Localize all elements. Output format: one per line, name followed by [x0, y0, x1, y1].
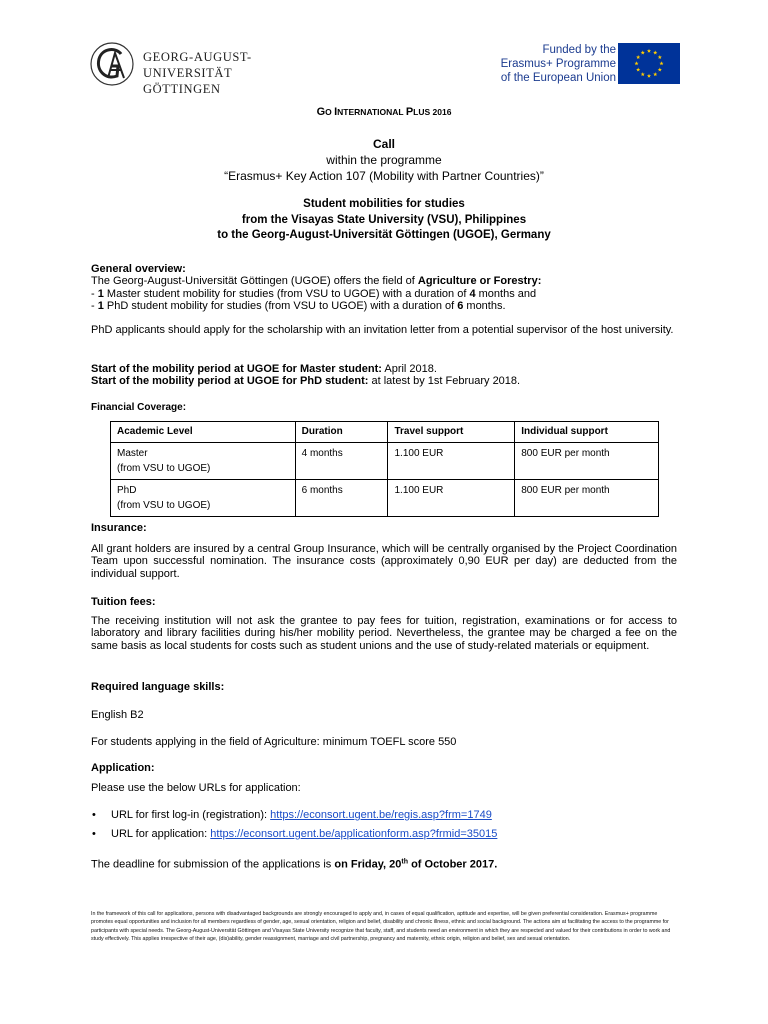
start-master-label: Start of the mobility period at UGOE for Master student:: [91, 363, 382, 375]
level-name: Master: [117, 448, 148, 459]
programme-name-part: LUS 2016: [413, 107, 452, 117]
programme-name-part: O: [325, 107, 335, 117]
overview-phd-line: [91, 300, 677, 312]
university-name-line1: GEORG-AUGUST-UNIVERSITÄT: [143, 50, 252, 80]
funded-line: Erasmus+ Programme: [500, 58, 616, 70]
heading-line: to the Georg-August-Universität Göttingen (UGOE), Germany: [217, 229, 551, 241]
university-seal-icon: [88, 40, 136, 88]
master-duration: 4: [469, 287, 476, 300]
table-row: [111, 480, 659, 517]
phd-suffix: months.: [463, 300, 506, 313]
programme-name-part: P: [405, 106, 414, 118]
programme-name-part: G: [316, 106, 326, 118]
line-prefix: -: [91, 287, 98, 300]
bullet-icon: •: [92, 828, 96, 840]
eu-flag-icon: [618, 43, 680, 84]
table-header-row: [111, 422, 659, 443]
overview-intro-text: The Georg-August-Universität Göttingen (UGOE) offers the field of: [91, 275, 418, 288]
deadline-line: [91, 856, 677, 871]
registration-link[interactable]: https://econsort.ugent.be/regis.asp?frm=1749: [270, 809, 492, 821]
language-level: English B2: [91, 709, 144, 721]
heading-line: Student mobilities for studies: [303, 198, 465, 210]
application-form-link[interactable]: https://econsort.ugent.be/applicationform.asp?frmid=35015: [210, 828, 498, 840]
start-dates: [91, 363, 677, 388]
document-heading: [88, 197, 680, 244]
level-route: (from VSU to UGOE): [117, 463, 211, 474]
column-header: Travel support: [388, 422, 515, 443]
deadline-rest: of October 2017.: [408, 858, 498, 871]
column-header: Individual support: [515, 422, 659, 443]
list-item: [92, 828, 497, 841]
insurance-heading: Insurance:: [91, 522, 147, 534]
start-phd-value: at latest by 1st February 2018.: [368, 375, 521, 388]
list-item: [92, 809, 492, 822]
column-header: Academic Level: [111, 422, 296, 443]
overview-field: Agriculture or Forestry:: [417, 275, 542, 288]
master-suffix: months and: [475, 287, 537, 300]
line-prefix: -: [91, 300, 98, 313]
level-cell: [111, 480, 296, 517]
university-name-line2: GÖTTINGEN: [143, 82, 221, 96]
phd-text: PhD student mobility for studies (from VSU to UGOE) with a duration of: [103, 300, 458, 313]
start-phd-label: Start of the mobility period at UGOE for PhD student:: [91, 375, 369, 388]
financial-table: [110, 421, 659, 517]
language-heading: Required language skills:: [91, 681, 225, 693]
tuition-body: The receiving institution will not ask the grantee to pay fees for tuition, registration, examinations or for access to laboratory and library facilities during his/her mobility period. Nevertheless, the grantee may be charged a fee on the same basis as local students for costs such as student unions and the use of study-related materials or equipment.: [91, 615, 677, 652]
funded-line: of the European Union: [500, 72, 616, 84]
start-master-line: [91, 363, 677, 375]
programme-title: “Erasmus+ Key Action 107 (Mobility with Partner Countries)”: [224, 169, 544, 183]
heading-line: from the Visayas State University (VSU), Philippines: [241, 213, 527, 226]
travel-cell: 1.100 EUR: [388, 480, 515, 517]
application-intro: Please use the below URLs for application:: [91, 782, 301, 794]
master-text: Master student mobility for studies (from VSU to UGOE) with a duration of: [103, 287, 470, 300]
general-overview-section: [91, 263, 677, 313]
programme-name-part: NTERNATIONAL: [337, 107, 406, 117]
level-name: PhD: [117, 485, 137, 496]
individual-cell: 800 EUR per month: [515, 443, 659, 480]
phd-duration: 6: [457, 300, 464, 313]
url1-label: URL for first log-in (registration):: [111, 809, 271, 821]
overview-master-line: [91, 288, 677, 300]
section-heading: General overview:: [91, 263, 186, 275]
deadline-sup: th: [401, 858, 409, 865]
call-title: Call: [372, 137, 395, 151]
start-master-value: April 2018.: [381, 363, 437, 375]
funded-by-text: [466, 43, 616, 85]
overview-intro: [91, 275, 677, 287]
university-logo: [88, 40, 288, 96]
bullet-icon: •: [92, 809, 96, 821]
university-name: [143, 49, 288, 97]
programme-name: [88, 106, 680, 118]
level-cell: [111, 443, 296, 480]
individual-cell: 800 EUR per month: [515, 480, 659, 517]
duration-cell: 6 months: [295, 480, 388, 517]
phd-note: PhD applicants should apply for the scholarship with an invitation letter from a potential supervisor of the host university.: [91, 324, 674, 336]
table-row: [111, 443, 659, 480]
footer-note: In the framework of this call for applications, persons with disadvantaged backgrounds are strongly encouraged to apply and, in cases of equal qualification, aptitude and expertise, will be given preferential consideration. Erasmus+ programme promotes equal opportunities and inclusion for all members regardless of gender, age, sexual orientation, religion and belief, disability and chronic illness, ethnic and social background. The actions aim at facilitating the access to the programme for participants with special needs. The Georg-August-Universität Göttingen and Visayas State University recognize that faculty, staff, and students need an environment in which they are respected and valued for their contributions in order to work and study effectively. This applies irrespective of their age, (dis)ability, gender reassignment, marriage and civil partnership, pregnancy and maternity, ethnic origin, religion and belief, sex and sexual orientation.: [91, 911, 671, 943]
eu-funding-logo: [470, 40, 680, 88]
phd-count: 1: [97, 300, 104, 313]
financial-heading: Financial Coverage:: [91, 402, 187, 413]
deadline-prefix: The deadline for submission of the applications is: [91, 858, 335, 871]
tuition-heading: Tuition fees:: [91, 596, 156, 608]
url2-label: URL for application:: [111, 828, 211, 840]
call-subtitle: within the programme: [326, 153, 442, 167]
level-route: (from VSU to UGOE): [117, 500, 211, 511]
master-count: 1: [97, 287, 104, 300]
column-header: Duration: [295, 422, 388, 443]
insurance-body: All grant holders are insured by a central Group Insurance, which will be centrally organised by the Project Coordination Team upon successful nomination. The insurance costs (approximately 0,90 EUR per day) are deducted from the individual support.: [91, 543, 677, 580]
toefl-requirement: For students applying in the field of Agriculture: minimum TOEFL score 550: [91, 736, 457, 748]
start-phd-line: [91, 375, 677, 387]
application-heading: Application:: [91, 762, 155, 774]
deadline-day: on Friday, 20: [334, 858, 402, 871]
funded-line: Funded by the: [542, 44, 616, 56]
duration-cell: 4 months: [295, 443, 388, 480]
travel-cell: 1.100 EUR: [388, 443, 515, 480]
programme-name-part: I: [334, 106, 338, 118]
